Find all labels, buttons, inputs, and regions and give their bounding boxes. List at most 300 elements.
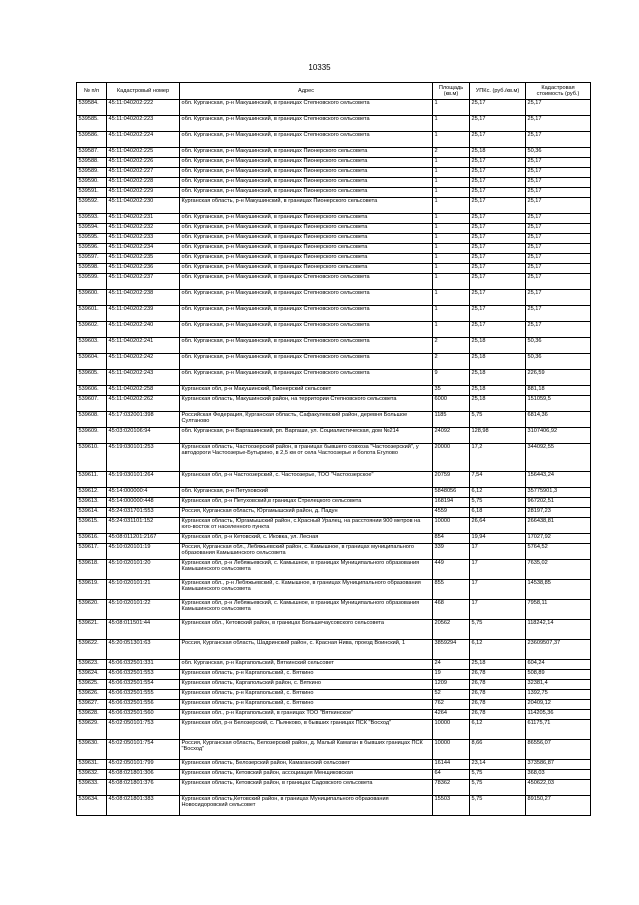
table-row [77,188,591,198]
cadastral-number-cell: 45:06:032501:554 [107,680,180,690]
cadastral-cost-cell: 967202,51 [526,498,591,508]
cadastral-number-cell: 45:11:040202:237 [107,274,180,290]
area-cell: 19 [433,670,470,680]
table-row [77,600,591,620]
row-number-cell: 539624. [77,670,107,680]
area-cell: 1 [433,178,470,188]
table-row [77,444,591,472]
cadastral-cost-cell: 156443,24 [526,472,591,488]
row-number-cell: 539602. [77,322,107,338]
address-cell: Россия, Курганская область, Юргамышский район, д. Падун [180,508,433,518]
row-number-cell: 539592. [77,198,107,214]
cadastral-number-cell: 45:11:040202:232 [107,224,180,234]
area-cell: 2 [433,148,470,158]
row-number-cell: 539615. [77,518,107,534]
address-cell: обл. Курганская, р-н Макушинский, в границах Степновского сельсовета [180,290,433,306]
cadastral-number-cell: 45:24:031701:553 [107,508,180,518]
cadastral-number-cell: 45:02:050101:799 [107,760,180,770]
upks-cell: 5,75 [470,498,526,508]
upks-cell: 26,78 [470,690,526,700]
cadastral-cost-cell: 881,18 [526,386,591,396]
cadastral-number-cell: 45:02:050101:753 [107,720,180,740]
address-cell: Курганская область, Каргапольский район, с. Вяткино [180,680,433,690]
table-row [77,534,591,544]
area-cell: 168194 [433,498,470,508]
address-cell: Курганская область, р-н Каргапольский, с. Вяткино [180,700,433,710]
row-number-cell: 539623. [77,660,107,670]
row-number-cell: 539608. [77,412,107,428]
upks-cell: 25,17 [470,306,526,322]
area-cell: 1 [433,214,470,224]
row-number-cell: 539601. [77,306,107,322]
header-number: № п/п [77,83,107,100]
area-cell: 1 [433,264,470,274]
address-cell: обл. Курганская, р-н Макушинский, в границах Пионерского сельсовета [180,254,433,264]
cadastral-cost-cell: 17027,92 [526,534,591,544]
cadastral-number-cell: 45:17:032001:398 [107,412,180,428]
address-cell: обл. Курганская, р-н Макушинский, в границах Пионерского сельсовета [180,168,433,178]
row-number-cell: 539604. [77,354,107,370]
upks-cell: 25,17 [470,188,526,198]
cadastral-cost-cell: 50,36 [526,338,591,354]
table-row [77,796,591,816]
upks-cell: 25,17 [470,168,526,178]
address-cell: обл. Курганская, р-н Каргапольский, Вяткинский сельсовет [180,660,433,670]
table-body [77,100,591,816]
address-cell: обл. Курганская, р-н Макушинский, в границах Пионерского сельсовета [180,148,433,158]
cadastral-cost-cell: 25,17 [526,198,591,214]
row-number-cell: 539625. [77,680,107,690]
upks-cell: 17 [470,580,526,600]
cadastral-number-cell: 45:11:040202:224 [107,132,180,148]
address-cell: Курганская область, Юргамышский район, с.Красный Уралец, на расстоянии 900 метров на юго-восток от населенного пункта [180,518,433,534]
row-number-cell: 539634. [77,796,107,816]
upks-cell: 5,75 [470,412,526,428]
upks-cell: 25,18 [470,354,526,370]
table-row [77,472,591,488]
upks-cell: 25,17 [470,244,526,254]
row-number-cell: 539627. [77,700,107,710]
address-cell: обл. Курганская, р-н Макушинский, в границах Пионерского сельсовета [180,178,433,188]
upks-cell: 17 [470,560,526,580]
address-cell: обл. Курганская, р-н Макушинский, в границах Пионерского сельсовета [180,224,433,234]
table-row [77,264,591,274]
address-cell: Курганская обл, р-н Лебяжьевский, с. Камышное, в границах Муниципального образования Камышинского сельсовета [180,560,433,580]
cadastral-cost-cell: 7958,11 [526,600,591,620]
cadastral-cost-cell: 3107406,92 [526,428,591,444]
cadastral-number-cell: 45:11:040202:234 [107,244,180,254]
area-cell: 1 [433,188,470,198]
row-number-cell: 539631. [77,760,107,770]
area-cell: 10000 [433,720,470,740]
area-cell: 6000 [433,396,470,412]
area-cell: 1 [433,254,470,264]
area-cell: 1 [433,132,470,148]
table-row [77,640,591,660]
cadastral-cost-cell: 151059,5 [526,396,591,412]
cadastral-number-cell: 45:11:040202:242 [107,354,180,370]
cadastral-number-cell: 45:11:040202:239 [107,306,180,322]
area-cell: 762 [433,700,470,710]
row-number-cell: 539617. [77,544,107,560]
row-number-cell: 539597. [77,254,107,264]
cadastral-number-cell: 45:14:000000:4 [107,488,180,498]
cadastral-cost-cell: 118242,14 [526,620,591,640]
area-cell: 339 [433,544,470,560]
cadastral-cost-cell: 226,59 [526,370,591,386]
address-cell: обл. Курганская, р-н Варгашинский, рп. Варгаши, ул. Социалистическая, дом №214 [180,428,433,444]
cadastral-number-cell: 45:24:031101:152 [107,518,180,534]
upks-cell: 5,75 [470,770,526,780]
cadastral-number-cell: 45:19:030101:264 [107,472,180,488]
table-row [77,498,591,508]
cadastral-cost-cell: 25,17 [526,234,591,244]
table-row [77,168,591,178]
upks-cell: 25,17 [470,264,526,274]
cadastral-cost-cell: 32381,4 [526,680,591,690]
cadastral-cost-cell: 50,36 [526,354,591,370]
table-row [77,132,591,148]
table-row [77,488,591,498]
page-number: 10335 [308,63,331,72]
area-cell: 78362 [433,780,470,796]
cadastral-cost-cell: 25,17 [526,254,591,264]
area-cell: 1 [433,290,470,306]
table-row [77,710,591,720]
upks-cell: 5,75 [470,780,526,796]
table-row [77,290,591,306]
row-number-cell: 539620. [77,600,107,620]
upks-cell: 17 [470,544,526,560]
area-cell: 3859294 [433,640,470,660]
upks-cell: 25,18 [470,660,526,670]
cadastral-number-cell: 45:08:021801:383 [107,796,180,816]
area-cell: 1209 [433,680,470,690]
area-cell: 4264 [433,710,470,720]
table-row [77,670,591,680]
table-row [77,354,591,370]
cadastral-cost-cell: 373586,87 [526,760,591,770]
area-cell: 468 [433,600,470,620]
table-row [77,100,591,116]
cadastral-number-cell: 45:11:040202:229 [107,188,180,198]
upks-cell: 6,18 [470,508,526,518]
row-number-cell: 539622. [77,640,107,660]
cadastral-number-cell: 45:11:040202:223 [107,116,180,132]
table-row [77,690,591,700]
address-cell: обл. Курганская, р-н Макушинский, в границах Пионерского сельсовета [180,234,433,244]
cadastral-cost-cell: 25,17 [526,224,591,234]
cadastral-cost-cell: 25,17 [526,158,591,168]
upks-cell: 25,18 [470,338,526,354]
upks-cell: 19,94 [470,534,526,544]
row-number-cell: 539609. [77,428,107,444]
row-number-cell: 539630. [77,740,107,760]
address-cell: Курганская область, р-н Макушинский, в границах Пионерского сельсовета [180,198,433,214]
address-cell: обл. Курганская, р-н Макушинский, в границах Степновского сельсовета [180,100,433,116]
cadastral-cost-cell: 114205,36 [526,710,591,720]
area-cell: 24 [433,660,470,670]
row-number-cell: 539607. [77,396,107,412]
upks-cell: 25,18 [470,370,526,386]
address-cell: Курганская обл., р-н Лебяжьевский, с. Камышное, в границах Муниципального образования Камышинского сельсовета [180,580,433,600]
upks-cell: 25,18 [470,148,526,158]
area-cell: 20562 [433,620,470,640]
upks-cell: 26,78 [470,680,526,690]
address-cell: Курганская обл, р-н Частоозерский, с. Частоозерье, ТОО "Частоозерское" [180,472,433,488]
cadastral-cost-cell: 5764,52 [526,544,591,560]
upks-cell: 5,75 [470,620,526,640]
header-cadastral-cost: Кадастровая стоимость (руб.) [526,83,591,100]
row-number-cell: 539586. [77,132,107,148]
area-cell: 10000 [433,518,470,534]
address-cell: обл. Курганская, р-н Макушинский, в границах Степновского сельсовета [180,354,433,370]
area-cell: 20000 [433,444,470,472]
table-row [77,560,591,580]
row-number-cell: 539621. [77,620,107,640]
row-number-cell: 539616. [77,534,107,544]
area-cell: 24092 [433,428,470,444]
table-row [77,544,591,560]
address-cell: Курганская область, Кетовский район, ассоциация Менщиковская [180,770,433,780]
row-number-cell: 539628. [77,710,107,720]
area-cell: 1 [433,198,470,214]
address-cell: Курганская область, р-н Каргапольский, с. Вяткино [180,670,433,680]
cadastral-cost-cell: 25,17 [526,100,591,116]
upks-cell: 6,12 [470,640,526,660]
cadastral-cost-cell: 28197,23 [526,508,591,518]
area-cell: 64 [433,770,470,780]
cadastral-number-cell: 45:11:040202:236 [107,264,180,274]
address-cell: Курганская область, Кетовский район, в границах Садовского сельсовета [180,780,433,796]
address-cell: Курганская область, Частоозерский район, в границах бывшего совхоза "Частоозерский", у автодороги Частоозерье-Бутырино, в 2,5 км от села Частоозерье и болота Егулово [180,444,433,472]
upks-cell: 25,17 [470,224,526,234]
address-cell: Курганская обл, р-н Кетовский, с. Иковка, ул. Лесная [180,534,433,544]
table-row [77,178,591,188]
address-cell: обл. Курганская, р-н Макушинский, в границах Степновского сельсовета [180,322,433,338]
table-row [77,306,591,322]
area-cell: 35 [433,386,470,396]
upks-cell: 25,17 [470,158,526,168]
area-cell: 449 [433,560,470,580]
table-row [77,508,591,518]
area-cell: 4559 [433,508,470,518]
cadastral-number-cell: 45:08:021801:306 [107,770,180,780]
table-row [77,274,591,290]
table-row [77,148,591,158]
address-cell: обл. Курганская, р-н Петуховский [180,488,433,498]
area-cell: 855 [433,580,470,600]
area-cell: 15503 [433,796,470,816]
address-cell: Россия, Курганская обл., Лебяжьевский район, с. Камышное, в границах муниципального образования Камышинского сельсовета [180,544,433,560]
upks-cell: 25,17 [470,198,526,214]
address-cell: Курганская обл, р-н Макушинский, Пионерский сельсовет [180,386,433,396]
address-cell: Курганская область, Белозерский район, Камаганский сельсовет [180,760,433,770]
cadastral-number-cell: 45:10:020101:20 [107,560,180,580]
address-cell: Курганская обл, р-н Петуховский,в границах Стрелецкого сельсовета [180,498,433,508]
address-cell: Курганская обл, р-н Белозерский, с. Пьянково, в бывших границах ПСК "Восход" [180,720,433,740]
table-row [77,322,591,338]
cadastral-number-cell: 45:20:051301:63 [107,640,180,660]
table-row [77,412,591,428]
address-cell: Курганская обл, р-н Лебяжьевский, с. Камышное, в границах Муниципального образования Камышинского сельсовета [180,600,433,620]
address-cell: Курганская область, Макушинский район, на территории Степновского сельсовета [180,396,433,412]
cadastral-number-cell: 45:11:040202:243 [107,370,180,386]
cadastral-cost-cell: 25,17 [526,290,591,306]
cadastral-number-cell: 45:11:040202:238 [107,290,180,306]
address-cell: обл. Курганская, р-н Макушинский, в границах Пионерского сельсовета [180,264,433,274]
cadastral-number-cell: 45:10:020101:19 [107,544,180,560]
upks-cell: 6,12 [470,720,526,740]
address-cell: обл. Курганская, р-н Макушинский, в границах Степновского сельсовета [180,338,433,354]
address-cell: Российская Федерация, Курганская область, Сафакулевский район, деревня Большое Султаново [180,412,433,428]
cadastral-cost-cell: 508,89 [526,670,591,680]
cadastral-number-cell: 45:11:040202:235 [107,254,180,264]
upks-cell: 6,12 [470,488,526,498]
area-cell: 52 [433,690,470,700]
row-number-cell: 539613. [77,498,107,508]
cadastral-cost-cell: 344092,55 [526,444,591,472]
row-number-cell: 539606. [77,386,107,396]
cadastral-number-cell: 45:11:040202:231 [107,214,180,224]
upks-cell: 17,2 [470,444,526,472]
table-row [77,680,591,690]
address-cell: Россия, Курганская область, Белозерский район, д. Малый Камаган в бывших границах ПСК "Восход" [180,740,433,760]
row-number-cell: 539598. [77,264,107,274]
cadastral-cost-cell: 86556,07 [526,740,591,760]
cadastral-number-cell: 45:11:040202:225 [107,148,180,158]
row-number-cell: 539596. [77,244,107,254]
table-row [77,158,591,168]
upks-cell: 26,64 [470,518,526,534]
upks-cell: 8,66 [470,740,526,760]
table-header [77,83,591,100]
area-cell: 1 [433,234,470,244]
area-cell: 9 [433,370,470,386]
cadastral-cost-cell: 25,17 [526,214,591,224]
address-cell: обл. Курганская, р-н Макушинский, в границах Пионерского сельсовета [180,158,433,168]
cadastral-cost-cell: 89150,27 [526,796,591,816]
address-cell: Курганская обл., р-н Каргапольский, в границах ТОО "Вяткинское" [180,710,433,720]
address-cell: обл. Курганская, р-н Макушинский, в границах Степновского сельсовета [180,274,433,290]
cadastral-number-cell: 45:11:040202:230 [107,198,180,214]
upks-cell: 25,17 [470,178,526,188]
cadastral-number-cell: 45:14:000000:448 [107,498,180,508]
table-row [77,198,591,214]
cadastral-cost-cell: 61175,71 [526,720,591,740]
cadastral-number-cell: 45:06:032501:553 [107,670,180,680]
table-row [77,620,591,640]
cadastral-number-cell: 45:11:040202:222 [107,100,180,116]
row-number-cell: 539593. [77,214,107,224]
upks-cell: 25,17 [470,116,526,132]
cadastral-cost-cell: 25,17 [526,116,591,132]
row-number-cell: 539614. [77,508,107,518]
area-cell: 1 [433,168,470,178]
table-row [77,254,591,264]
cadastral-number-cell: 45:10:020101:22 [107,600,180,620]
area-cell: 16144 [433,760,470,770]
upks-cell: 26,78 [470,670,526,680]
table-row [77,396,591,412]
upks-cell: 7,54 [470,472,526,488]
cadastral-cost-cell: 25,17 [526,132,591,148]
row-number-cell: 539619. [77,580,107,600]
row-number-cell: 539626. [77,690,107,700]
table-row [77,224,591,234]
cadastral-cost-cell: 35775901,3 [526,488,591,498]
row-number-cell: 539591. [77,188,107,198]
table-row [77,234,591,244]
row-number-cell: 539595. [77,234,107,244]
cadastral-number-cell: 45:11:040202:240 [107,322,180,338]
cadastral-number-cell: 45:11:040202:241 [107,338,180,354]
address-cell: обл. Курганская, р-н Макушинский, в границах Пионерского сельсовета [180,214,433,224]
cadastral-number-cell: 45:02:050101:754 [107,740,180,760]
address-cell: обл. Курганская, р-н Макушинский, в границах Степновского сельсовета [180,132,433,148]
area-cell: 10000 [433,740,470,760]
cadastral-number-cell: 45:03:020106:94 [107,428,180,444]
cadastral-cost-cell: 25,17 [526,244,591,254]
table-row [77,770,591,780]
area-cell: 1 [433,158,470,168]
row-number-cell: 539587. [77,148,107,158]
table-row [77,116,591,132]
table-row [77,700,591,710]
upks-cell: 26,78 [470,700,526,710]
row-number-cell: 539594. [77,224,107,234]
address-cell: обл. Курганская, р-н Макушинский, в границах Пионерского сельсовета [180,188,433,198]
cadastral-number-cell: 45:11:040202:258 [107,386,180,396]
table-row [77,338,591,354]
table-row [77,780,591,796]
upks-cell: 23,14 [470,760,526,770]
row-number-cell: 539603. [77,338,107,354]
cadastral-number-cell: 45:06:032501:556 [107,700,180,710]
cadastral-cost-cell: 25,17 [526,306,591,322]
table-row [77,580,591,600]
cadastral-cost-cell: 450622,03 [526,780,591,796]
cadastral-number-cell: 45:08:011201:2167 [107,534,180,544]
table-row [77,740,591,760]
table-row [77,244,591,254]
area-cell: 1 [433,306,470,322]
table-row [77,428,591,444]
cadastral-cost-cell: 604,24 [526,660,591,670]
cadastral-cost-cell: 20409,12 [526,700,591,710]
cadastral-cost-cell: 7635,02 [526,560,591,580]
cadastral-cost-cell: 368,03 [526,770,591,780]
cadastral-number-cell: 45:19:030101:253 [107,444,180,472]
upks-cell: 5,75 [470,796,526,816]
upks-cell: 25,17 [470,100,526,116]
area-cell: 20759 [433,472,470,488]
upks-cell: 25,17 [470,234,526,244]
upks-cell: 25,18 [470,396,526,412]
cadastral-number-cell: 45:06:032501:555 [107,690,180,700]
cadastral-number-cell: 45:11:040202:227 [107,168,180,178]
row-number-cell: 539600. [77,290,107,306]
area-cell: 1 [433,224,470,234]
row-number-cell: 539605. [77,370,107,386]
row-number-cell: 539585. [77,116,107,132]
cadastral-cost-cell: 25,17 [526,188,591,198]
row-number-cell: 539612. [77,488,107,498]
address-cell: обл. Курганская, р-н Макушинский, в границах Степновского сельсовета [180,306,433,322]
cadastral-cost-cell: 50,36 [526,148,591,158]
area-cell: 1 [433,322,470,338]
table-row [77,518,591,534]
